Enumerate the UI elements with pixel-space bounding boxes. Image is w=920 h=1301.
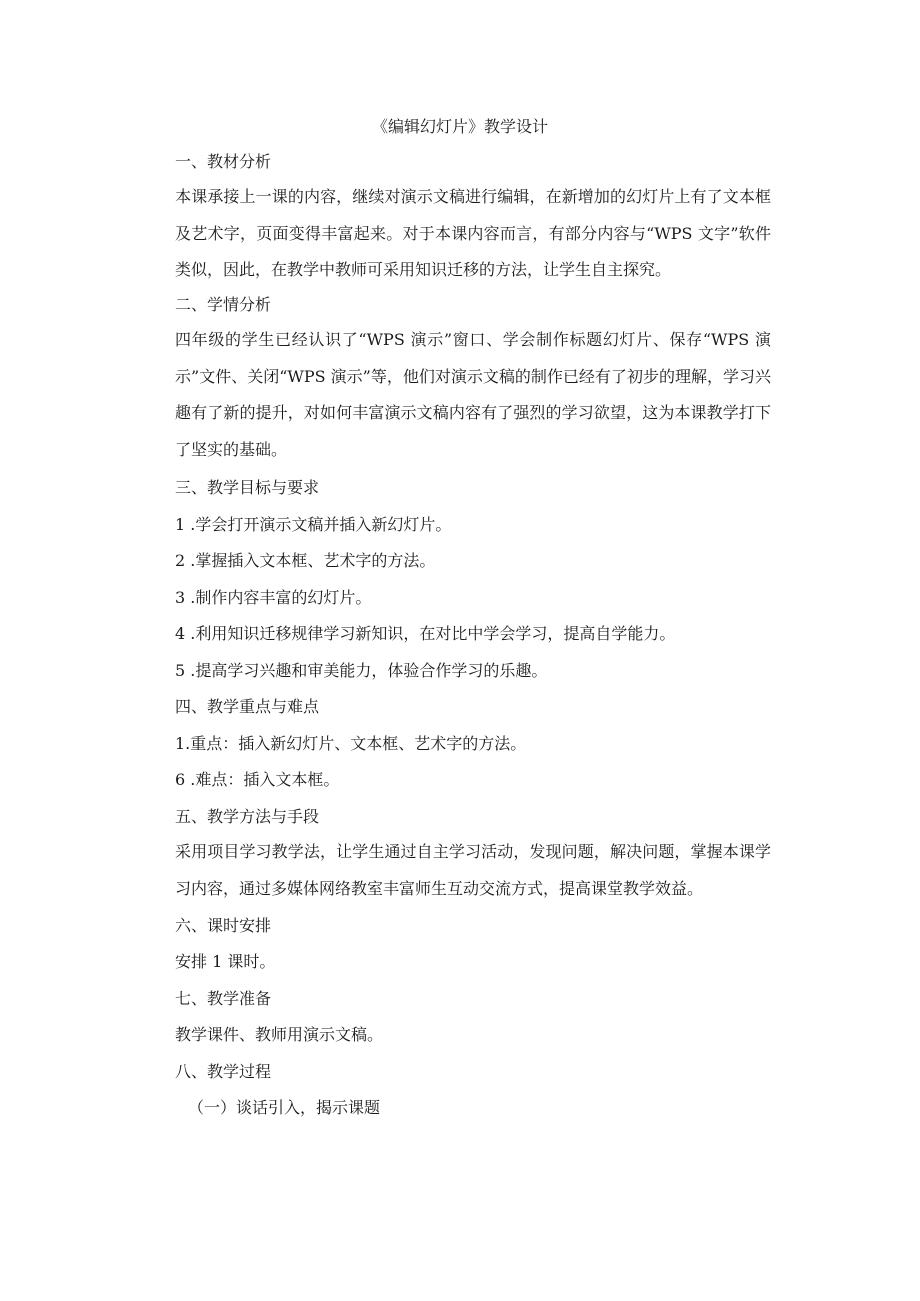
section-body-6: 安排 1 课时。: [175, 952, 276, 971]
section-body-7: 教学课件、教师用演示文稿。: [175, 1025, 384, 1044]
section-body-1: 本课承接上一课的内容，继续对演示文稿进行编辑，在新增加的幻灯片上有了文本框及艺术字，页面变得丰富起来。对于本课内容而言，有部分内容与“WPS 文字”软件类似，因此，在教学中教师可采用知识迁移的方法，让学生自主探究。: [175, 187, 771, 279]
section-heading-1: 一、教材分析: [175, 152, 272, 171]
list-item: 2 .掌握插入文本框、艺术字的方法。: [175, 551, 436, 570]
document-title: 《编辑幻灯片》教学设计: [371, 117, 548, 136]
list-item: 4 .利用知识迁移规律学习新知识，在对比中学会学习，提高自学能力。: [175, 624, 676, 643]
list-item: 1 .学会打开演示文稿并插入新幻灯片。: [175, 515, 452, 534]
section-body-5: 采用项目学习教学法，让学生通过自主学习活动，发现问题，解决问题，掌握本课学习内容，通过多媒体网络教室丰富师生互动交流方式，提高课堂教学效益。: [175, 842, 771, 898]
section-body-2: 四年级的学生已经认识了“WPS 演示”窗口、学会制作标题幻灯片、保存“WPS 演示”文件、关闭“WPS 演示”等，他们对演示文稿的制作已经有了初步的理解，学习兴趣有了新的提升，对如何丰富演示文稿内容有了强烈的学习欲望，这为本课教学打下了坚实的基础。: [175, 330, 771, 459]
section-heading-8: 八、教学过程: [175, 1062, 272, 1081]
section-heading-3: 三、教学目标与要求: [175, 478, 320, 497]
list-item: 3 .制作内容丰富的幻灯片。: [175, 588, 372, 607]
section-heading-4: 四、教学重点与难点: [175, 697, 320, 716]
list-item: 6 .难点：插入文本框。: [175, 770, 340, 789]
section-heading-6: 六、课时安排: [175, 916, 272, 935]
list-item: 1.重点：插入新幻灯片、文本框、艺术字的方法。: [175, 734, 527, 753]
list-item: 5 .提高学习兴趣和审美能力，体验合作学习的乐趣。: [175, 661, 548, 680]
section-heading-5: 五、教学方法与手段: [175, 807, 320, 826]
section-heading-7: 七、教学准备: [175, 989, 272, 1008]
section-heading-2: 二、学情分析: [175, 295, 272, 314]
subsection-heading: （一）谈话引入，揭示课题: [188, 1098, 381, 1117]
